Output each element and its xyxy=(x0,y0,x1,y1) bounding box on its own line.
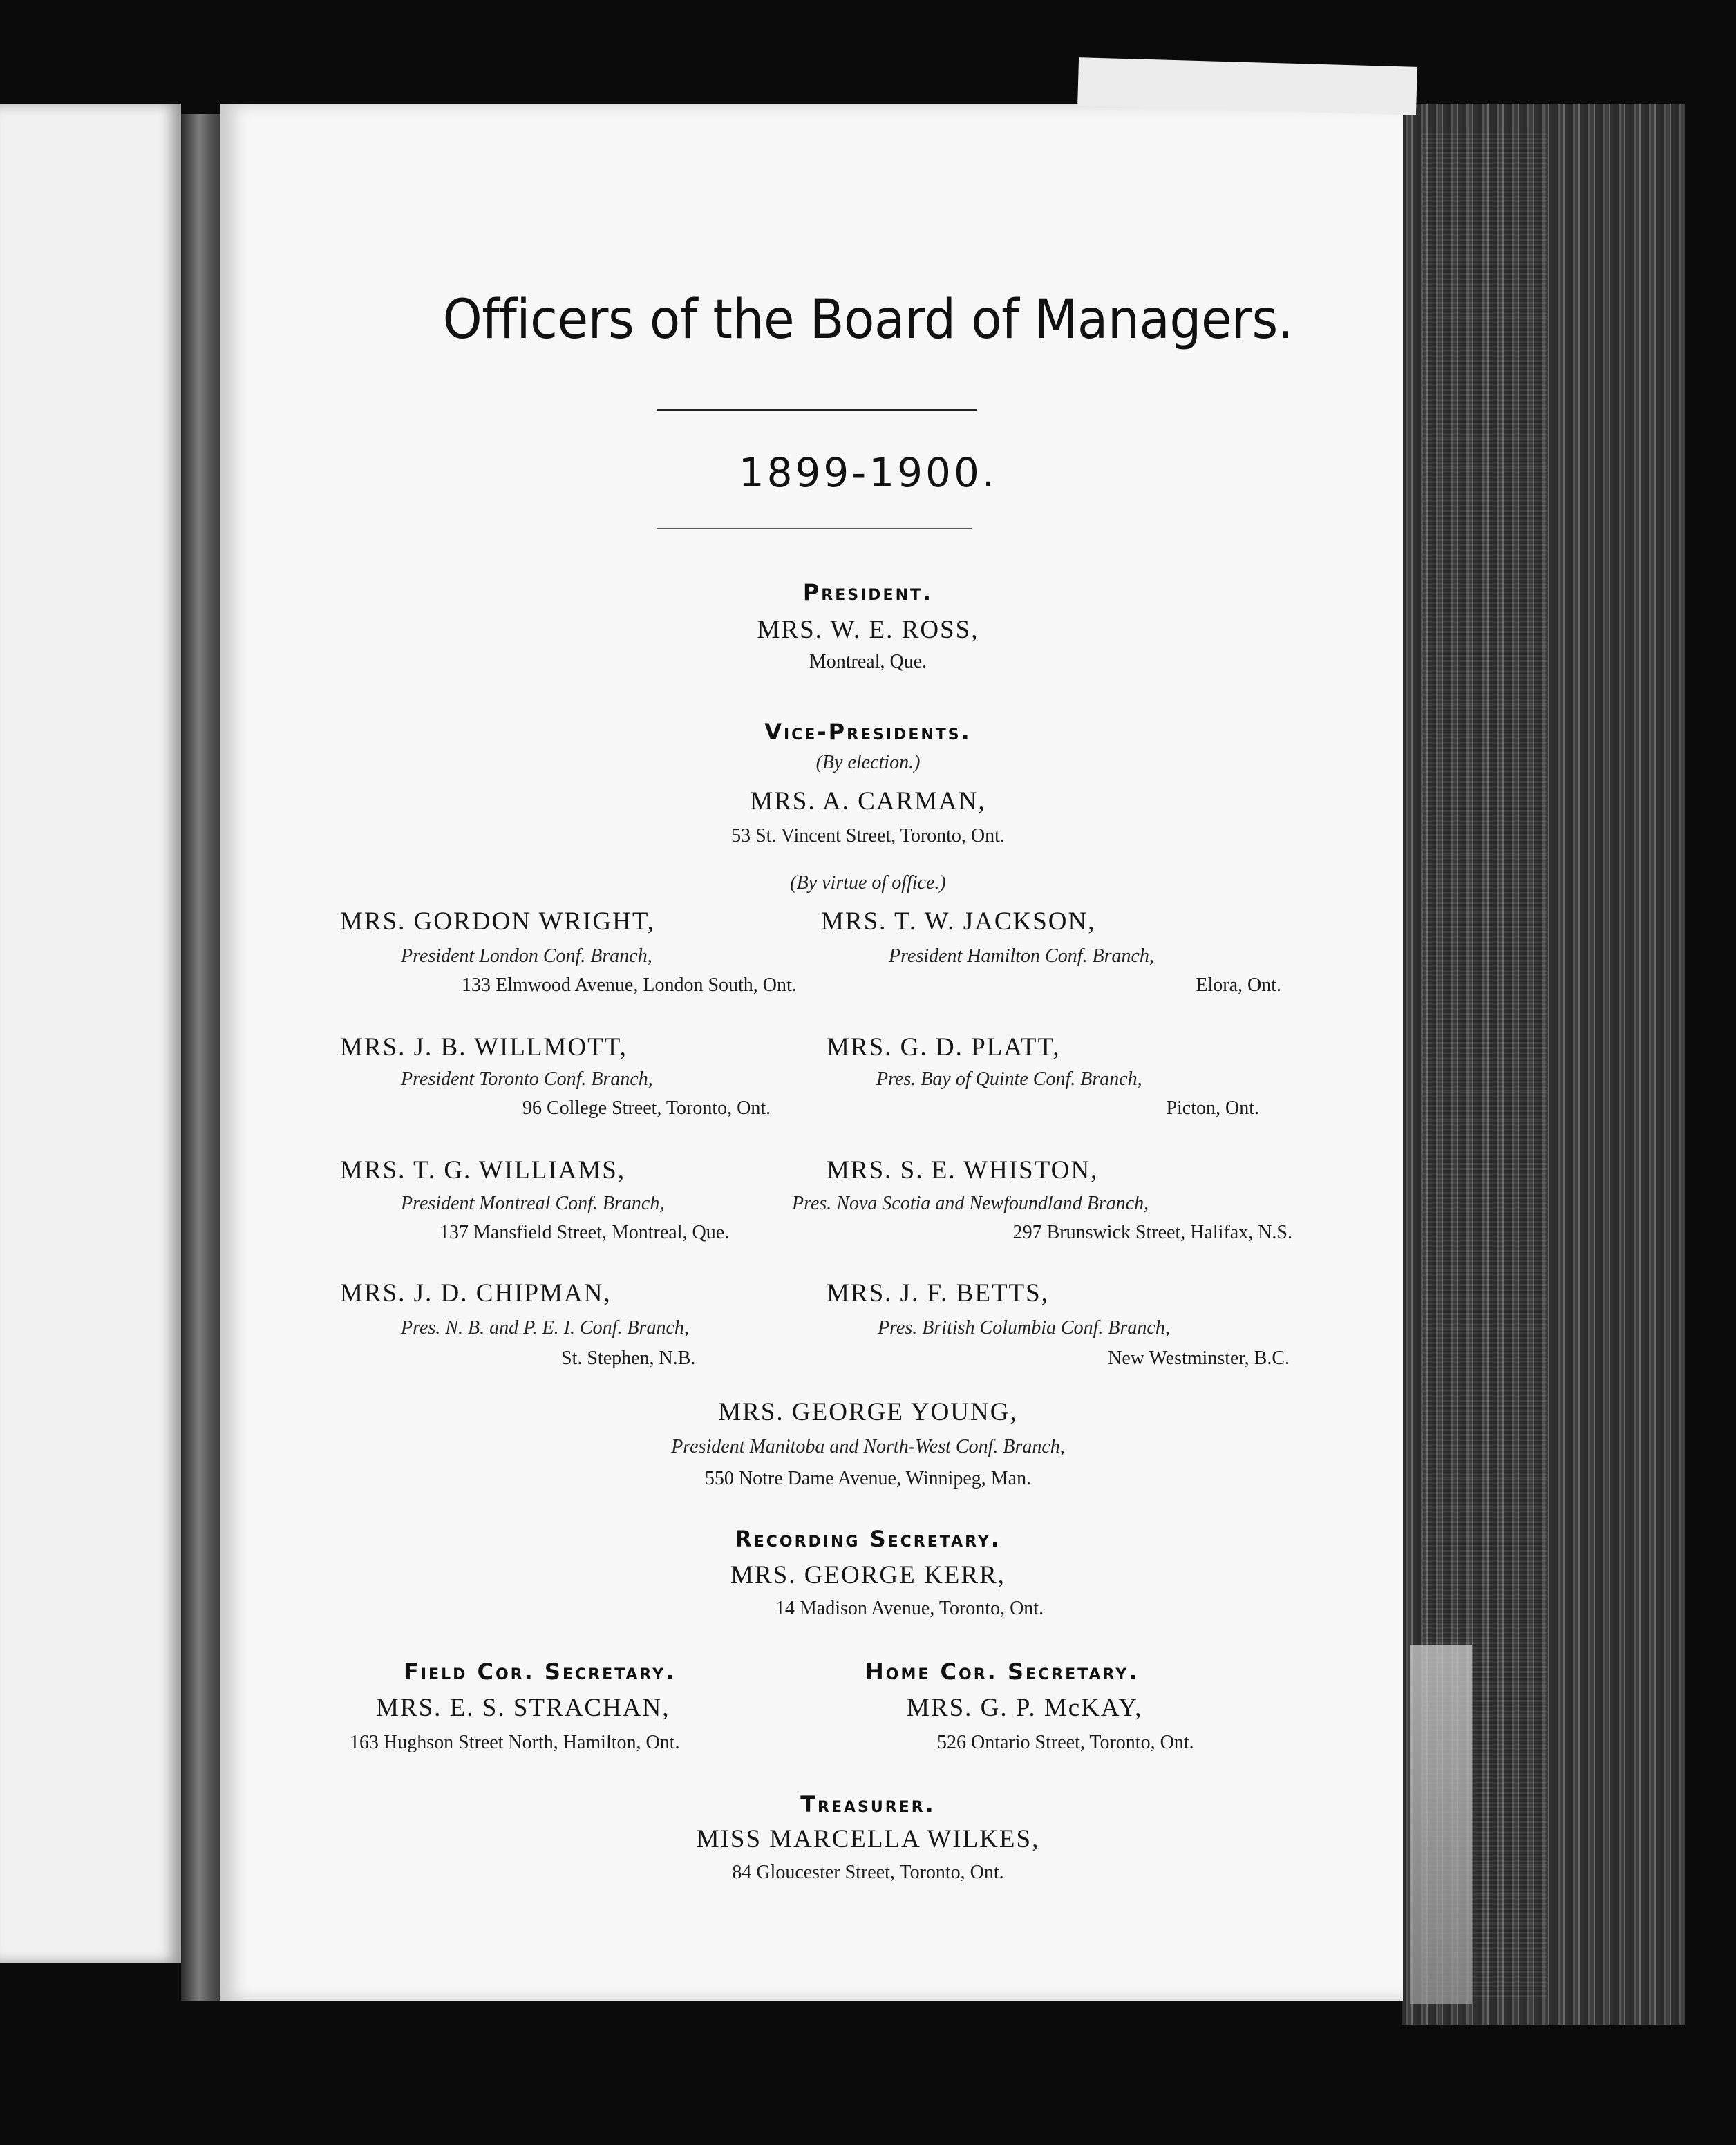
vp-address: Picton, Ont. xyxy=(1166,1097,1259,1119)
page-title: Officers of the Board of Managers. xyxy=(442,289,1294,351)
vp-role: Pres. N. B. and P. E. I. Conf. Branch, xyxy=(401,1317,689,1339)
year-rule xyxy=(657,528,972,529)
vp-role: Pres. Nova Scotia and Newfoundland Branch, xyxy=(792,1193,1149,1214)
home-secretary-heading: Home Cor. Secretary. xyxy=(865,1659,1140,1685)
vp-role: President Hamilton Conf. Branch, xyxy=(889,945,1154,967)
treasurer-name: MISS MARCELLA WILKES, xyxy=(696,1825,1040,1853)
field-secretary-address: 163 Hughson Street North, Hamilton, Ont. xyxy=(350,1732,680,1753)
vp-name: MRS. G. D. PLATT, xyxy=(827,1033,1061,1061)
left-page xyxy=(0,104,181,1963)
vice-presidents-heading: Vice-Presidents. xyxy=(764,719,972,745)
home-secretary-address: 526 Ontario Street, Toronto, Ont. xyxy=(937,1732,1194,1753)
by-election-note: (By election.) xyxy=(815,752,921,773)
vp-address: 137 Mansfield Street, Montreal, Que. xyxy=(440,1222,730,1243)
vp-single-role: President Manitoba and North-West Conf. Branch, xyxy=(671,1436,1065,1457)
vp-name: MRS. J. B. WILLMOTT, xyxy=(340,1033,628,1061)
tape-strip xyxy=(1077,57,1417,115)
treasurer-heading: Treasurer. xyxy=(800,1791,936,1817)
recording-secretary-heading: Recording Secretary. xyxy=(735,1526,1001,1552)
vp-elected-name: MRS. A. CARMAN, xyxy=(750,787,986,815)
vp-name: MRS. T. W. JACKSON, xyxy=(821,907,1096,936)
book-gutter xyxy=(181,114,221,2001)
vp-address: 297 Brunswick Street, Halifax, N.S. xyxy=(1012,1222,1292,1243)
treasurer-address: 84 Gloucester Street, Toronto, Ont. xyxy=(732,1862,1004,1883)
vp-name: MRS. GORDON WRIGHT, xyxy=(340,907,655,936)
vp-address: New Westminster, B.C. xyxy=(1108,1348,1290,1369)
field-secretary-name: MRS. E. S. STRACHAN, xyxy=(376,1694,670,1722)
vp-role: President Toronto Conf. Branch, xyxy=(401,1068,653,1090)
vp-single-address: 550 Notre Dame Avenue, Winnipeg, Man. xyxy=(704,1468,1032,1489)
home-secretary-name: MRS. G. P. McKAY, xyxy=(907,1694,1143,1722)
vp-role: Pres. British Columbia Conf. Branch, xyxy=(878,1317,1170,1339)
vp-name: MRS. S. E. WHISTON, xyxy=(827,1156,1099,1184)
recording-secretary-name: MRS. GEORGE KERR, xyxy=(730,1561,1006,1589)
vp-address: 96 College Street, Toronto, Ont. xyxy=(522,1097,771,1119)
title-rule xyxy=(657,409,977,411)
vp-address: St. Stephen, N.B. xyxy=(561,1348,696,1369)
vp-name: MRS. J. D. CHIPMAN, xyxy=(340,1279,612,1307)
vp-role: Pres. Bay of Quinte Conf. Branch, xyxy=(876,1068,1142,1090)
vp-role: President Montreal Conf. Branch, xyxy=(401,1193,665,1214)
vp-elected-address: 53 St. Vincent Street, Toronto, Ont. xyxy=(731,825,1005,847)
vp-single-name: MRS. GEORGE YOUNG, xyxy=(718,1398,1018,1426)
vp-name: MRS. T. G. WILLIAMS, xyxy=(340,1156,626,1184)
year-range: 1899-1900. xyxy=(738,449,998,496)
president-address: Montreal, Que. xyxy=(809,651,927,672)
recording-secretary-address: 14 Madison Avenue, Toronto, Ont. xyxy=(775,1598,1044,1619)
vp-name: MRS. J. F. BETTS, xyxy=(827,1279,1049,1307)
field-secretary-heading: Field Cor. Secretary. xyxy=(404,1659,677,1685)
by-office-note: (By virtue of office.) xyxy=(790,872,946,894)
vp-address: Elora, Ont. xyxy=(1196,974,1281,996)
vp-role: President London Conf. Branch, xyxy=(401,945,652,967)
president-heading: President. xyxy=(802,579,934,605)
president-name: MRS. W. E. ROSS, xyxy=(757,616,979,644)
vp-address: 133 Elmwood Avenue, London South, Ont. xyxy=(462,974,797,996)
